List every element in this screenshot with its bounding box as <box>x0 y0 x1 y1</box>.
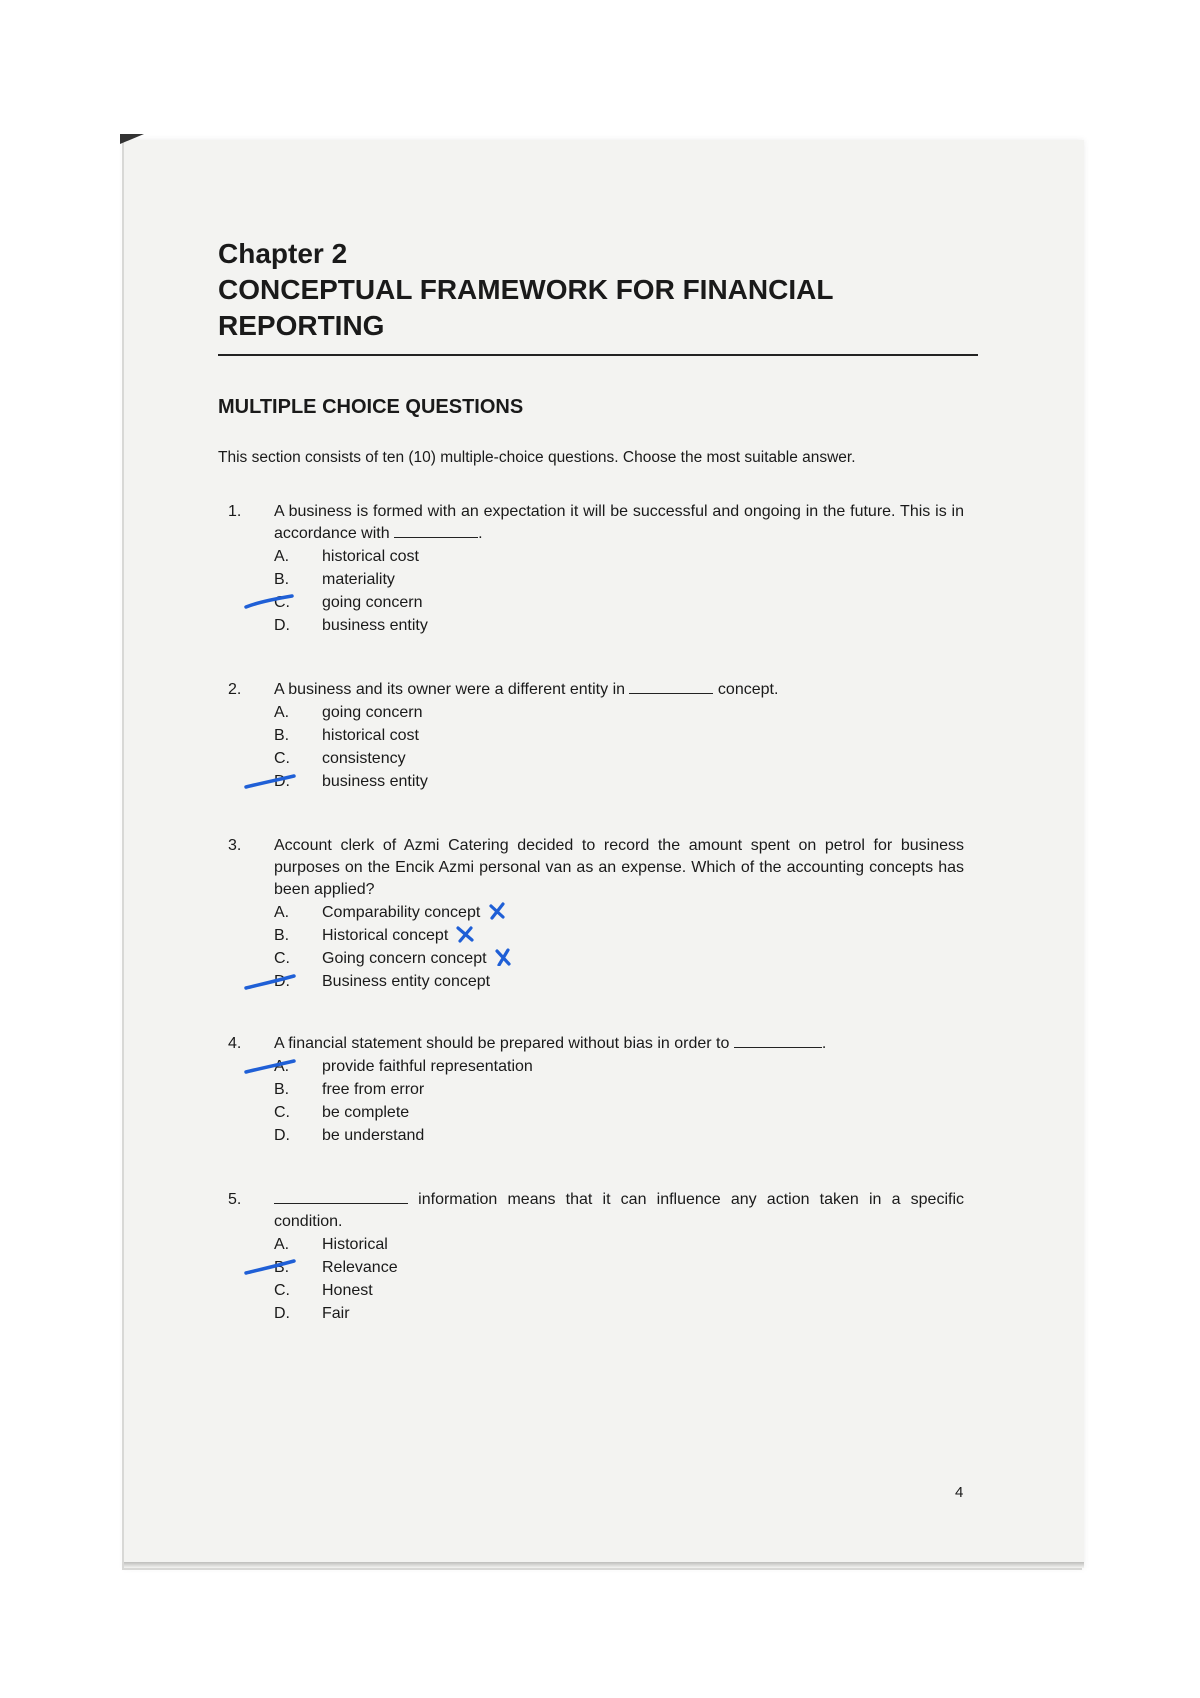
option-c[interactable]: C. Going concern concept <box>274 947 970 970</box>
question-text: A business and its owner were a different entity in concept. <box>274 681 779 698</box>
answer-blank <box>734 1033 822 1048</box>
page-content <box>218 236 970 1325</box>
option-c[interactable]: C. Honest <box>274 1282 373 1299</box>
chapter-title: CONCEPTUAL FRAMEWORK FOR FINANCIAL REPORTING <box>218 274 833 341</box>
question-text: A financial statement should be prepared without bias in order to . <box>274 1035 827 1052</box>
option-list <box>274 545 970 637</box>
option-a[interactable]: A. Historical <box>274 1236 388 1253</box>
question-text: information means that it can influence any action taken in a specific condition. <box>274 1191 965 1230</box>
question-2 <box>218 679 970 793</box>
option-d[interactable]: D. Business entity concept <box>274 970 970 993</box>
pen-tick-icon <box>244 972 296 992</box>
pen-tick-icon <box>244 772 296 792</box>
option-d[interactable]: D. Fair <box>274 1305 350 1322</box>
option-c[interactable]: C. going concern <box>274 591 970 614</box>
option-a[interactable]: A. provide faithful representation <box>274 1055 970 1078</box>
answer-blank <box>629 679 713 694</box>
question-text: Account clerk of Azmi Catering decided to record the amount spent on petrol for business purposes on the Encik Azmi personal van as an expense. Which of the accounting concepts has been applied? <box>274 837 964 898</box>
pen-cross-icon <box>493 948 513 966</box>
option-c[interactable]: C. consistency <box>274 750 406 767</box>
pen-tick-icon <box>244 1258 296 1278</box>
question-number: 4. <box>228 1035 242 1052</box>
pen-tick-icon <box>244 1057 296 1077</box>
scan-corner-mark <box>120 134 144 144</box>
answer-blank <box>394 523 478 538</box>
option-list <box>274 901 970 993</box>
scan-shadow <box>124 1562 1084 1568</box>
title-divider <box>218 354 978 356</box>
question-4 <box>218 1033 970 1147</box>
option-d[interactable]: D. business entity <box>274 617 428 634</box>
question-number: 5. <box>228 1191 242 1208</box>
option-list <box>274 701 970 793</box>
option-c[interactable]: C. be complete <box>274 1104 410 1121</box>
section-intro: This section consists of ten (10) multiple-choice questions. Choose the most suitable answer. <box>218 449 856 466</box>
option-b[interactable]: B. Relevance <box>274 1256 970 1279</box>
question-number: 3. <box>228 837 242 854</box>
option-b[interactable]: B. materiality <box>274 571 395 588</box>
question-text: A business is formed with an expectation it will be successful and ongoing in the future. This is in accordance with . <box>274 503 964 542</box>
option-b[interactable]: B. Historical concept <box>274 924 970 947</box>
pen-tick-icon <box>244 593 296 613</box>
option-a[interactable]: A. going concern <box>274 704 423 721</box>
page-number: 4 <box>955 1484 964 1501</box>
question-3 <box>218 835 970 993</box>
answer-blank <box>274 1189 408 1204</box>
option-d[interactable]: D. business entity <box>274 770 970 793</box>
option-b[interactable]: B. free from error <box>274 1081 425 1098</box>
pen-cross-icon <box>455 925 475 943</box>
option-list <box>274 1233 970 1325</box>
section-heading: MULTIPLE CHOICE QUESTIONS <box>218 396 524 418</box>
question-5 <box>218 1189 970 1325</box>
option-a[interactable]: A. historical cost <box>274 548 419 565</box>
question-number: 2. <box>228 681 242 698</box>
question-1 <box>218 501 970 637</box>
pen-cross-icon <box>487 902 507 920</box>
question-number: 1. <box>228 503 242 520</box>
chapter-heading: Chapter 2 <box>218 238 348 269</box>
option-a[interactable]: A. Comparability concept <box>274 901 970 924</box>
option-list <box>274 1055 970 1147</box>
option-d[interactable]: D. be understand <box>274 1127 425 1144</box>
option-b[interactable]: B. historical cost <box>274 727 419 744</box>
